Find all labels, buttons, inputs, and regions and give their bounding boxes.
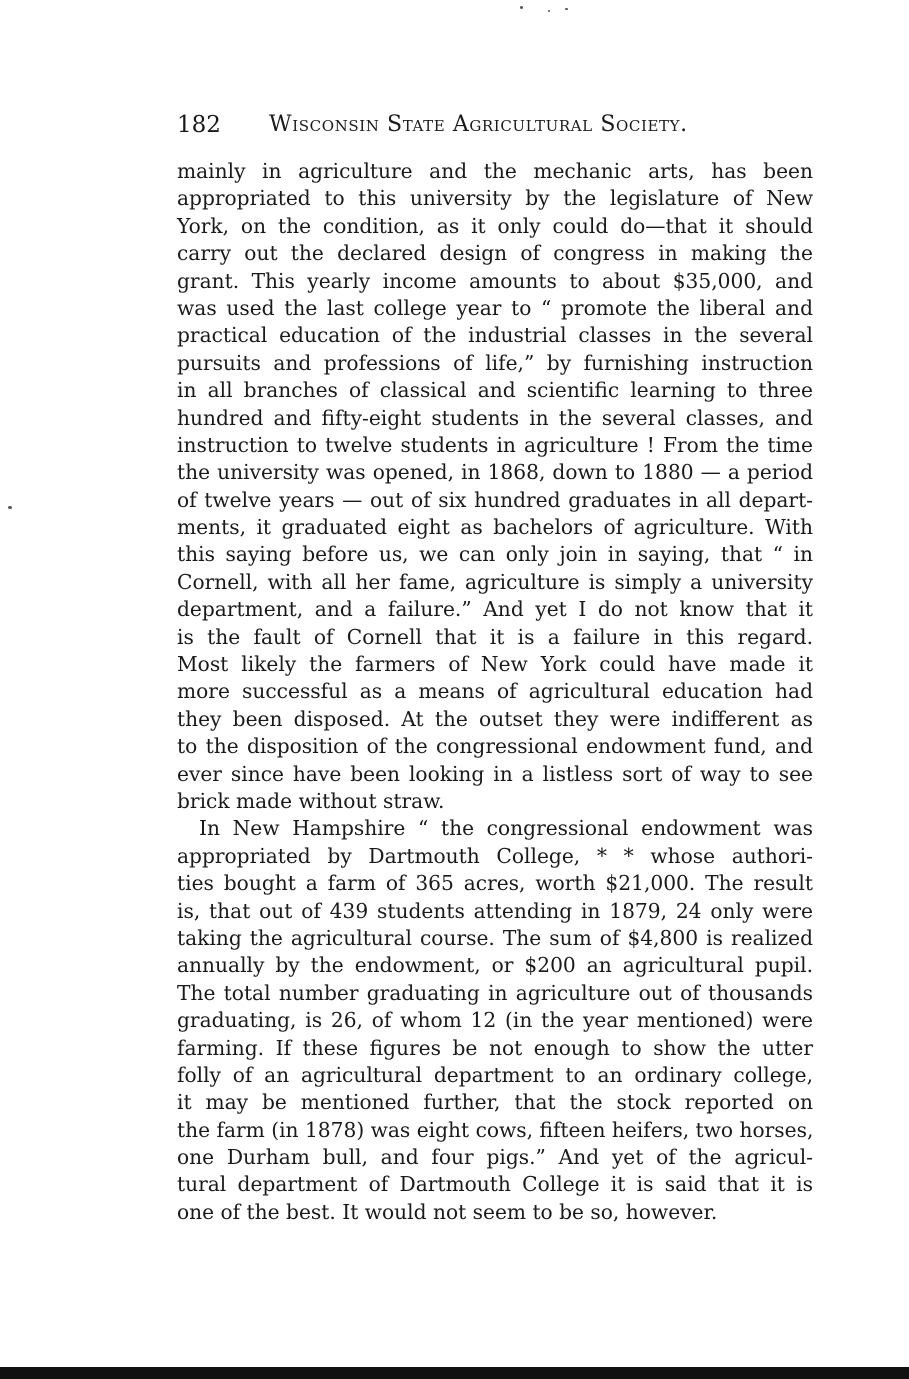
running-head: Wisconsin State Agricultural Society. <box>269 112 688 137</box>
paragraph-2 <box>177 815 813 1226</box>
text-line: carry out the declared design of congress in making the <box>177 241 813 266</box>
text-line: graduating, is 26, of whom 12 (in the year mentioned) were <box>177 1008 813 1033</box>
text-line: ever since have been looking in a listless sort of way to see <box>177 761 813 786</box>
text-line: one Durham bull, and four pigs.” And yet of the agricul- <box>177 1145 813 1170</box>
scan-speck <box>520 6 523 9</box>
text-line: annually by the endowment, or $200 an agricultural pupil. <box>177 953 813 978</box>
text-line: they been disposed. At the outset they were indifferent as <box>177 706 813 731</box>
text-line: The total number graduating in agriculture out of thousands <box>177 980 813 1005</box>
text-line: the farm (in 1878) was eight cows, fifteen heifers, two horses, <box>177 1117 814 1142</box>
text-line: of twelve years — out of six hundred graduates in all depart- <box>177 487 813 512</box>
text-line: mainly in agriculture and the mechanic arts, has been <box>177 159 813 183</box>
text-line: farming. If these figures be not enough to show the utter <box>177 1035 813 1060</box>
scan-speck <box>8 506 12 509</box>
text-line: hundred and fifty-eight students in the several classes, and <box>177 405 813 430</box>
text-line: department, and a failure.” And yet I do not know that it <box>177 597 813 622</box>
text-line: folly of an agricultural department to an ordinary college, <box>177 1062 813 1087</box>
text-line: grant. This yearly income amounts to about $35,000, and <box>177 268 813 293</box>
text-line: ties bought a farm of 365 acres, worth $21,000. The result <box>177 871 813 896</box>
text-line: ments, it graduated eight as bachelors of agriculture. With <box>177 515 813 540</box>
text-line: pursuits and professions of life,” by furnishing instruction <box>177 350 813 375</box>
body-text <box>177 158 813 1226</box>
text-line: Cornell, with all her fame, agriculture is simply a university <box>177 569 813 594</box>
text-line: it may be mentioned further, that the stock reported on <box>177 1090 813 1115</box>
page-number: 182 <box>177 112 221 138</box>
paragraph-1 <box>177 158 813 815</box>
text-line: practical education of the industrial classes in the several <box>177 323 813 348</box>
scan-bottom-edge <box>0 1367 909 1379</box>
text-line: to the disposition of the congressional endowment fund, and <box>177 734 813 759</box>
text-line: in all branches of classical and scientific learning to three <box>177 378 813 403</box>
text-line: York, on the condition, as it only could do—that it should <box>177 213 813 238</box>
text-line: taking the agricultural course. The sum of $4,800 is realized <box>177 925 813 950</box>
text-line: is the fault of Cornell that it is a failure in this regard. <box>177 624 813 649</box>
text-line: Most likely the farmers of New York could have made it <box>177 652 813 677</box>
text-line: In New Hampshire “ the congressional endowment was <box>199 816 813 841</box>
text-line: is, that out of 439 students attending in 1879, 24 only were <box>177 898 813 923</box>
text-line: the university was opened, in 1868, down to 1880 — a period <box>177 460 813 485</box>
text-line: this saying before us, we can only join in saying, that “ in <box>177 542 813 567</box>
text-line: one of the best. It would not seem to be so, however. <box>177 1199 718 1224</box>
page-header <box>177 108 813 142</box>
text-line: instruction to twelve students in agriculture ! From the time <box>177 432 813 457</box>
text-line: tural department of Dartmouth College it is said that it is <box>177 1172 813 1197</box>
text-line: was used the last college year to “ promote the liberal and <box>177 295 813 320</box>
text-line: brick made without straw. <box>177 788 445 813</box>
text-line: more successful as a means of agricultural education had <box>177 679 813 704</box>
text-line: appropriated by Dartmouth College, * * whose authori- <box>177 843 813 868</box>
text-line: appropriated to this university by the legislature of New <box>177 186 813 211</box>
scan-speck <box>565 8 568 10</box>
scan-speck <box>548 10 550 12</box>
